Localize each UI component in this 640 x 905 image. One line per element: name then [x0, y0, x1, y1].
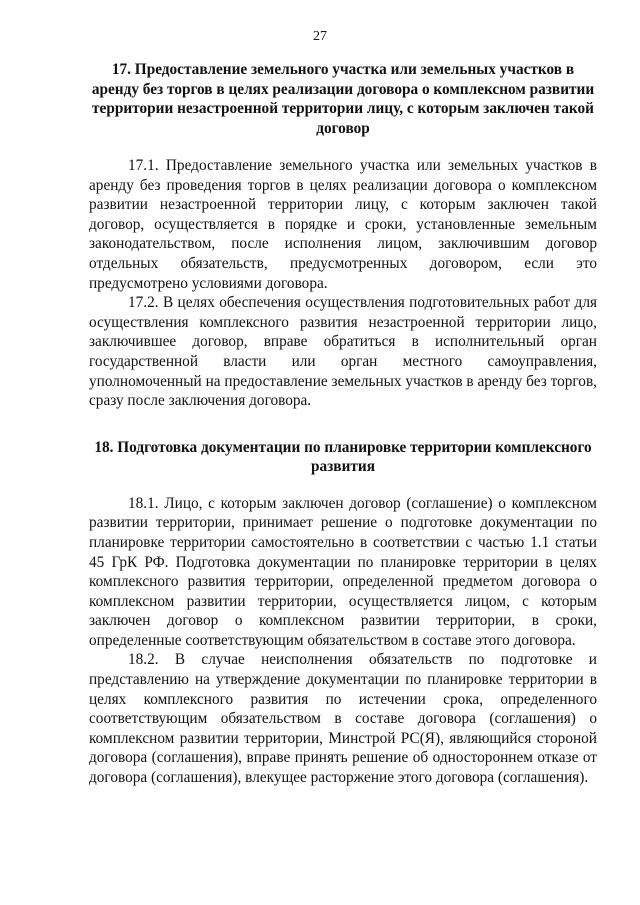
paragraph-17-2: 17.2. В целях обеспечения осуществления подготовительных работ для осуществления комплексного развития незастроенной территории лицо, заключившее договор, вправе обратиться в исполнительный орган государственной власти или орган местного самоуправления, уполномоченный на предоставление земельных участков в аренду без торгов, сразу после заключения договора. — [89, 294, 597, 410]
page-number: 27 — [313, 29, 327, 44]
section-18-heading: 18. Подготовка документации по планировке территории комплексного развития — [94, 438, 592, 476]
section-17-heading: 17. Предоставление земельного участка или земельных участков в аренду без торгов в целях реализации договора о комплексном развитии территории незастроенной территории лицу, с которым заключен такой договор — [91, 61, 595, 137]
paragraph-17-1: 17.1. Предоставление земельного участка или земельных участков в аренду без проведения торгов в целях реализации договора о комплексном развитии незастроенной территории лицу, с которым заключен такой договор, осуществляется в порядке и сроки, установленные земельным законодательством, после исполнения лицом, заключившим договор отдельных обязательств, предусмотренных договором, если это предусмотрено условиями договора. — [89, 157, 597, 292]
paragraph-18-2: 18.2. В случае неисполнения обязательств по подготовке и представлению на утверждение документации по планировке территории в целях комплексного развития по истечении срока, определенного соответствующим обязательством в составе договора (соглашения) о комплексном развитии территории, Минстрой РС(Я), являющийся стороной договора (соглашения), вправе принять решение об одностороннем отказе от договора (соглашения), влекущее расторжение этого договора (соглашения). — [89, 651, 597, 787]
paragraph-18-1: 18.1. Лицо, с которым заключен договор (соглашение) о комплексном развитии территории, принимает решение о подготовке документации по планировке территории самостоятельно в соответствии с частью 1.1 статьи 45 ГрК РФ. Подготовка документации по планировке территории в целях комплексного развития территории, определенной предметом договора о комплексном развитии территории, осуществляется лицом, с которым заключен договор о комплексном развитии территории, в сроки, определенные соответствующим обязательством в составе этого договора. — [89, 494, 597, 649]
document-body — [89, 60, 597, 788]
